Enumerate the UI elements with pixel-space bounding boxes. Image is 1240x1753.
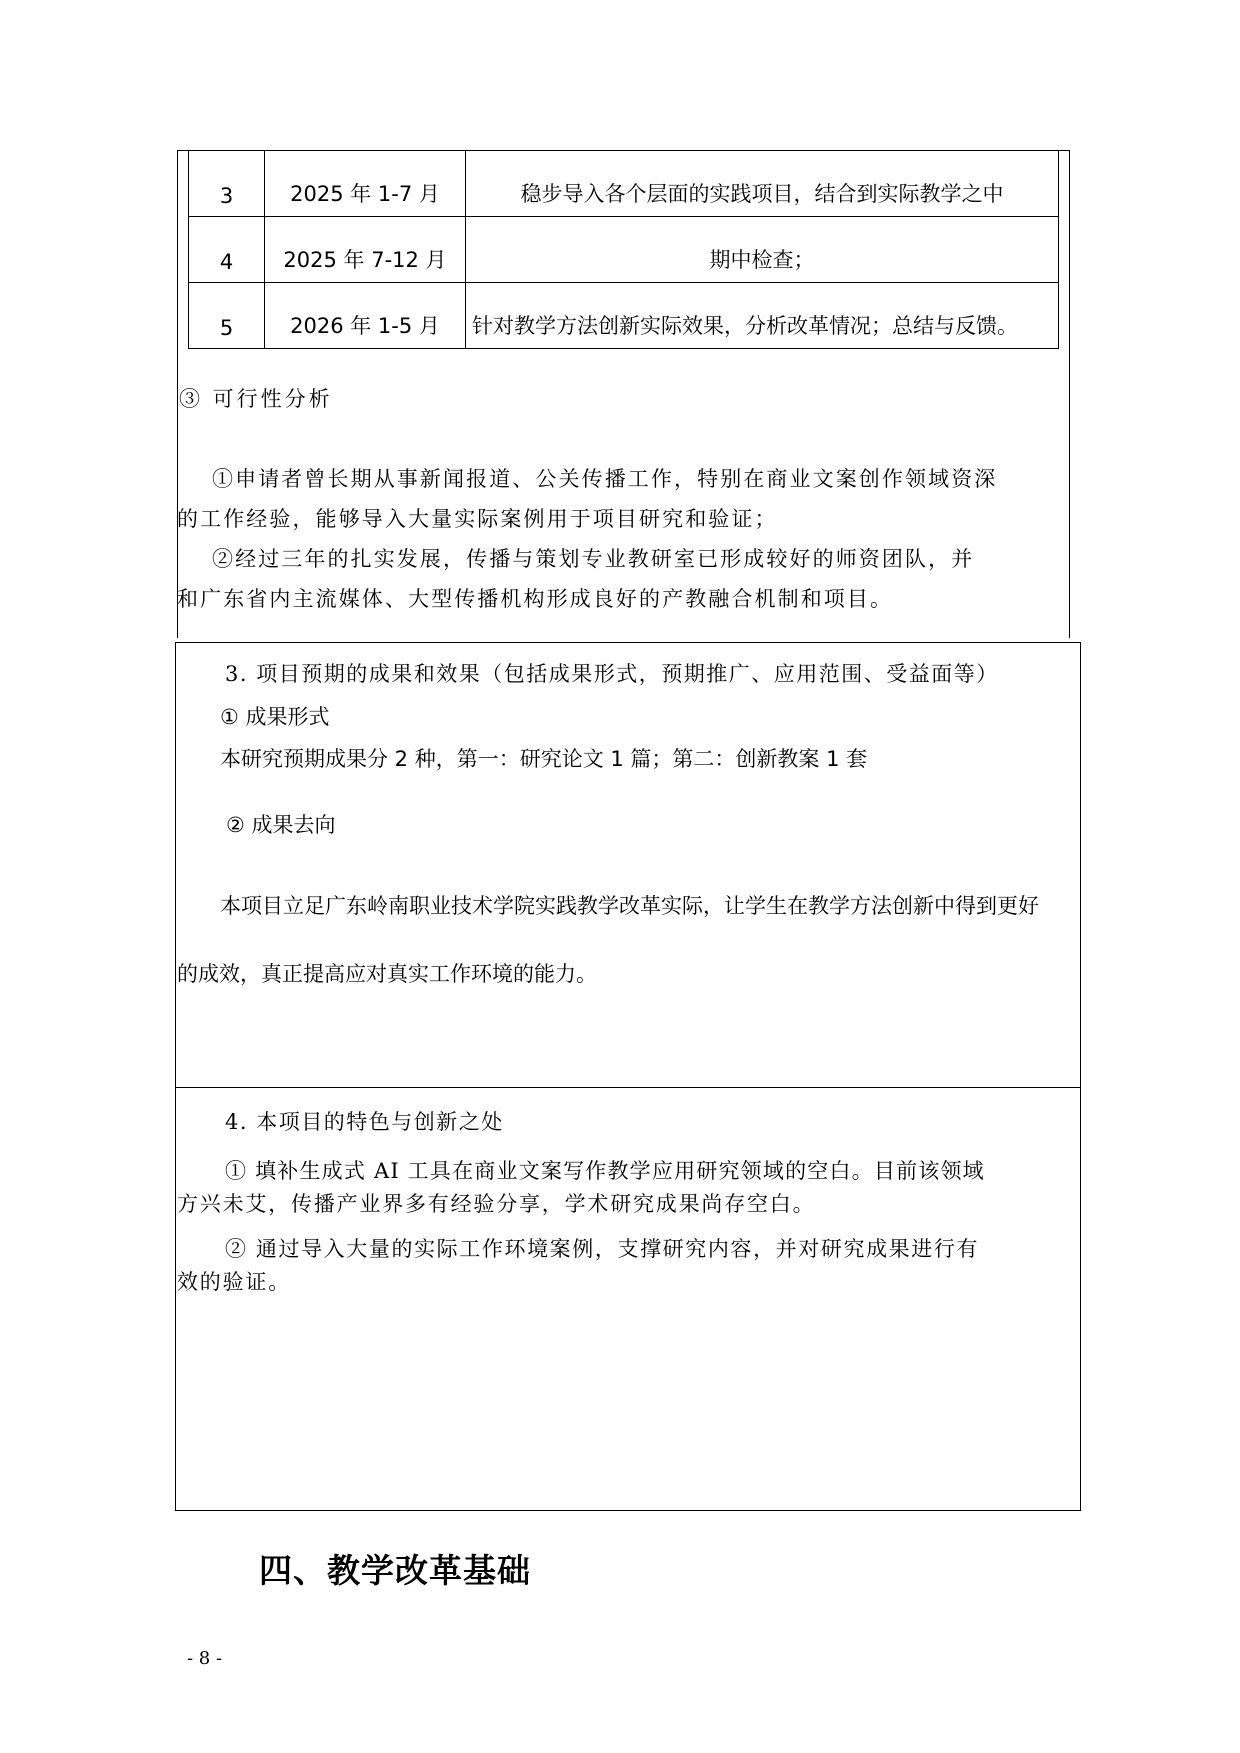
feasibility-paragraph-2-line-2: 和广东省内主流媒体、大型传播机构形成良好的产教融合机制和项目。 — [177, 587, 894, 611]
row-period: 2026 年 1-5 月 — [265, 283, 466, 349]
features-paragraph-2-line-2: 效的验证。 — [177, 1270, 291, 1294]
page-number: - 8 - — [187, 1648, 223, 1669]
row-number: 4 — [189, 217, 265, 283]
outcome-direction-line-2: 的成效，真正提高应对真实工作环境的能力。 — [177, 962, 597, 986]
outcome-form-text: 本研究预期成果分 2 种，第一：研究论文 1 篇；第二：创新教案 1 套 — [220, 747, 868, 771]
row-number: 3 — [189, 151, 265, 217]
features-innovation-section — [175, 1087, 1081, 1511]
row-task: 期中检查； — [466, 217, 1059, 283]
outcome-direction-line-1: 本项目立足广东岭南职业技术学院实践教学改革实际，让学生在教学方法创新中得到更好 — [220, 894, 1039, 918]
table-row — [189, 283, 1059, 349]
row-period: 2025 年 7-12 月 — [265, 217, 466, 283]
features-paragraph-1-line-1: ① 填补生成式 AI 工具在商业文案写作教学应用研究领域的空白。目前该领域 — [225, 1159, 985, 1183]
features-paragraph-2-line-1: ② 通过导入大量的实际工作环境案例，支撑研究内容，并对研究成果进行有 — [225, 1237, 980, 1261]
feasibility-paragraph-1-line-1: ①申请者曾长期从事新闻报道、公关传播工作，特别在商业文案创作领域资深 — [212, 467, 998, 491]
outcomes-heading: 3. 项目预期的成果和效果（包括成果形式，预期推广、应用范围、受益面等） — [225, 662, 999, 686]
feasibility-paragraph-1-line-2: 的工作经验，能够导入大量实际案例用于项目研究和验证； — [177, 507, 778, 531]
row-task: 稳步导入各个层面的实践项目，结合到实际教学之中 — [466, 151, 1059, 217]
feasibility-heading: ③ 可行性分析 — [179, 387, 333, 411]
feasibility-paragraph-2-line-1: ②经过三年的扎实发展，传播与策划专业教研室已形成较好的师资团队，并 — [212, 547, 975, 571]
outcome-direction-heading: ② 成果去向 — [226, 813, 336, 837]
row-task: 针对教学方法创新实际效果，分析改革情况；总结与反馈。 — [466, 283, 1059, 349]
table-row — [189, 217, 1059, 283]
features-paragraph-1-line-2: 方兴未艾，传播产业界多有经验分享，学术研究成果尚存空白。 — [177, 1192, 816, 1216]
outcome-form-heading: ① 成果形式 — [220, 705, 330, 729]
features-heading: 4. 本项目的特色与创新之处 — [225, 1110, 504, 1134]
row-period: 2025 年 1-7 月 — [265, 151, 466, 217]
row-number: 5 — [189, 283, 265, 349]
section-four-title: 四、教学改革基础 — [259, 1551, 531, 1590]
schedule-table — [188, 150, 1059, 349]
table-row — [189, 151, 1059, 217]
